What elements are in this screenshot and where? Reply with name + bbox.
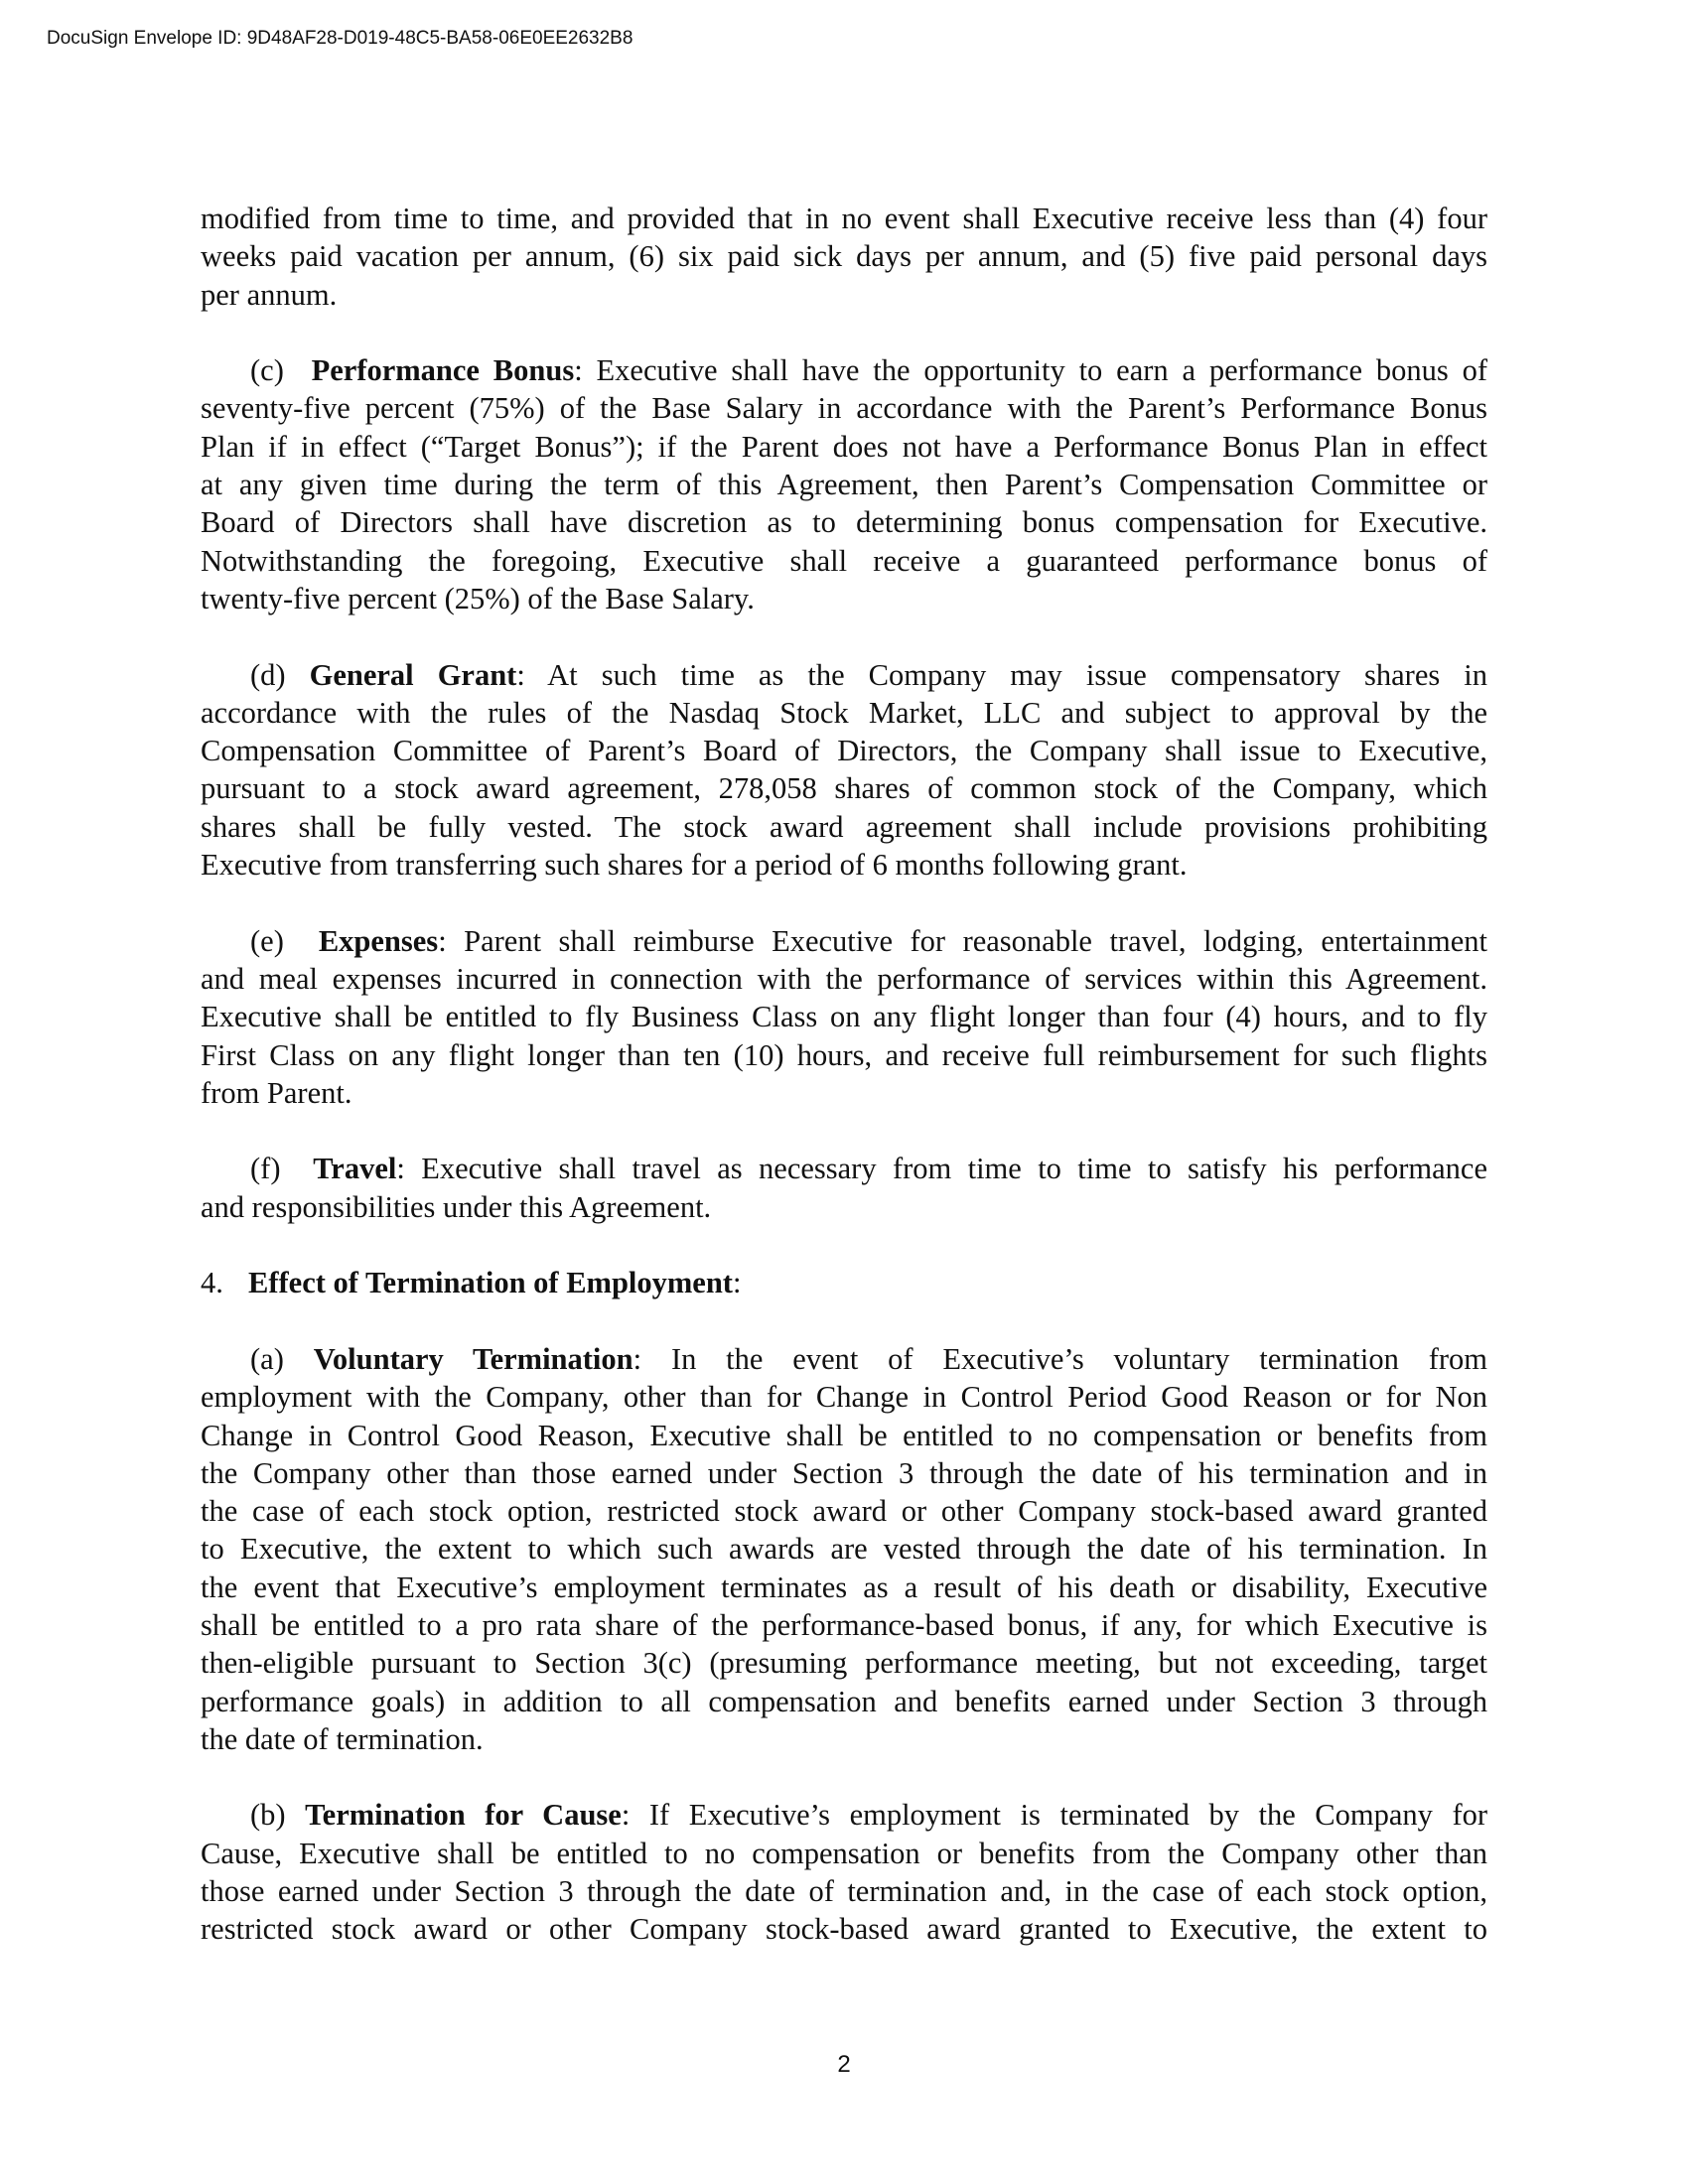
clause-text: : Parent shall reimburse Executive for reasonable travel, lodging, entertainment <box>438 923 1487 958</box>
paragraph-first-line <box>201 1150 1487 1187</box>
clause-text: : Executive shall have the opportunity to earn a performance bonus of <box>574 353 1488 388</box>
docusign-envelope-id: DocuSign Envelope ID: 9D48AF28-D019-48C5-BA58-06E0EE2632B8 <box>47 28 633 49</box>
text-line: then-eligible pursuant to Section 3(c) (presuming performance meeting, but not exceeding, target <box>201 1646 1487 1681</box>
text-line: the event that Executive’s employment terminates as a result of his death or disability, Executive <box>201 1570 1487 1604</box>
text-line: those earned under Section 3 through the date of termination and, in the case of each stock option, <box>201 1874 1487 1909</box>
text-line: Board of Directors shall have discretion as to determining bonus compensation for Executive. <box>201 505 1487 540</box>
paragraph-expenses <box>201 922 1487 1112</box>
text-line: the case of each stock option, restricted stock award or other Company stock-based award granted <box>201 1494 1487 1529</box>
section-number: 4. <box>201 1266 223 1300</box>
paragraph-first-line <box>201 1340 1487 1378</box>
paragraph-performance-bonus <box>201 351 1487 617</box>
text-line: Plan if in effect (“Target Bonus”); if the Parent does not have a Performance Bonus Plan in effect <box>201 429 1487 464</box>
clause-title: Expenses <box>318 923 439 958</box>
clause-title: Performance Bonus <box>311 353 575 388</box>
paragraph-general-grant <box>201 656 1487 885</box>
text-line: shares shall be fully vested. The stock award agreement shall include provisions prohibiting <box>201 809 1487 844</box>
section-heading <box>201 1264 1487 1301</box>
text-line: Compensation Committee of Parent’s Board of Directors, the Company shall issue to Executive, <box>201 734 1487 768</box>
text-line: accordance with the rules of the Nasdaq Stock Market, LLC and subject to approval by the <box>201 695 1487 730</box>
paragraph-first-line <box>201 922 1487 960</box>
text-line: modified from time to time, and provided that in no event shall Executive receive less than (4) four <box>201 202 1487 235</box>
text-line: and responsibilities under this Agreement. <box>201 1189 712 1224</box>
paragraph-first-line <box>201 656 1487 694</box>
text-line: to Executive, the extent to which such awards are vested through the date of his termination. In <box>201 1532 1487 1567</box>
text-line: the Company other than those earned under Section 3 through the date of his termination and in <box>201 1455 1487 1490</box>
clause-label: (a) <box>250 1341 284 1376</box>
clause-label: (f) <box>250 1152 281 1186</box>
clause-label: (b) <box>250 1798 286 1833</box>
clause-text: : Executive shall travel as necessary from time to time to satisfy his performance <box>396 1152 1487 1186</box>
clause-label: (d) <box>250 657 286 692</box>
clause-label: (c) <box>250 353 284 388</box>
document-body <box>201 200 1487 1949</box>
clause-title: Termination for Cause <box>305 1798 622 1833</box>
clause-title: Travel <box>313 1152 397 1186</box>
text-line: and meal expenses incurred in connection with the performance of services within this Agreement. <box>201 961 1487 996</box>
text-line: pursuant to a stock award agreement, 278,058 shares of common stock of the Company, which <box>201 771 1487 806</box>
text-line: Change in Control Good Reason, Executive shall be entitled to no compensation or benefits from <box>201 1418 1487 1452</box>
paragraph-voluntary-termination <box>201 1340 1487 1758</box>
clause-title: General Grant <box>309 657 517 692</box>
clause-text: : In the event of Executive’s voluntary termination from <box>633 1341 1487 1376</box>
paragraph-termination-for-cause <box>201 1796 1487 1948</box>
section-title: Effect of Termination of Employment <box>248 1266 733 1300</box>
text-line: restricted stock award or other Company stock-based award granted to Executive, the extent to <box>201 1912 1487 1947</box>
text-line: shall be entitled to a pro rata share of the performance-based bonus, if any, for which Executive is <box>201 1607 1487 1642</box>
text-line: twenty-five percent (25%) of the Base Salary. <box>201 581 755 615</box>
paragraph-first-line <box>201 351 1487 389</box>
text-line: Notwithstanding the foregoing, Executive shall receive a guaranteed performance bonus of <box>201 543 1487 578</box>
text-line: Executive shall be entitled to fly Business Class on any flight longer than four (4) hours, and to fly <box>201 1000 1487 1034</box>
text-line: seventy-five percent (75%) of the Base Salary in accordance with the Parent’s Performance Bonus <box>201 391 1487 426</box>
clause-title: Voluntary Termination <box>313 1341 633 1376</box>
clause-text: : If Executive’s employment is terminated by the Company for <box>621 1798 1488 1833</box>
paragraph-first-line <box>201 1796 1487 1834</box>
text-line: from Parent. <box>201 1075 352 1110</box>
clause-text: : At such time as the Company may issue compensatory shares in <box>516 657 1487 692</box>
paragraph-travel <box>201 1150 1487 1226</box>
page-number: 2 <box>837 2051 851 2078</box>
text-line: Cause, Executive shall be entitled to no compensation or benefits from the Company other than <box>201 1836 1487 1870</box>
paragraph-vacation-continuation <box>201 200 1487 314</box>
text-line: at any given time during the term of this Agreement, then Parent’s Compensation Committee or <box>201 468 1487 502</box>
text-line: performance goals) in addition to all compensation and benefits earned under Section 3 through <box>201 1684 1487 1718</box>
text-line: Executive from transferring such shares for a period of 6 months following grant. <box>201 848 1188 883</box>
text-line: employment with the Company, other than for Change in Control Period Good Reason or for Non <box>201 1380 1487 1415</box>
section-title-suffix: : <box>732 1266 742 1300</box>
text-line: per annum. <box>201 277 338 312</box>
text-line: the date of termination. <box>201 1721 484 1756</box>
clause-label: (e) <box>250 923 284 958</box>
text-line: weeks paid vacation per annum, (6) six paid sick days per annum, and (5) five paid personal days <box>201 239 1487 274</box>
text-line: First Class on any flight longer than ten (10) hours, and receive full reimbursement for such flights <box>201 1037 1487 1072</box>
